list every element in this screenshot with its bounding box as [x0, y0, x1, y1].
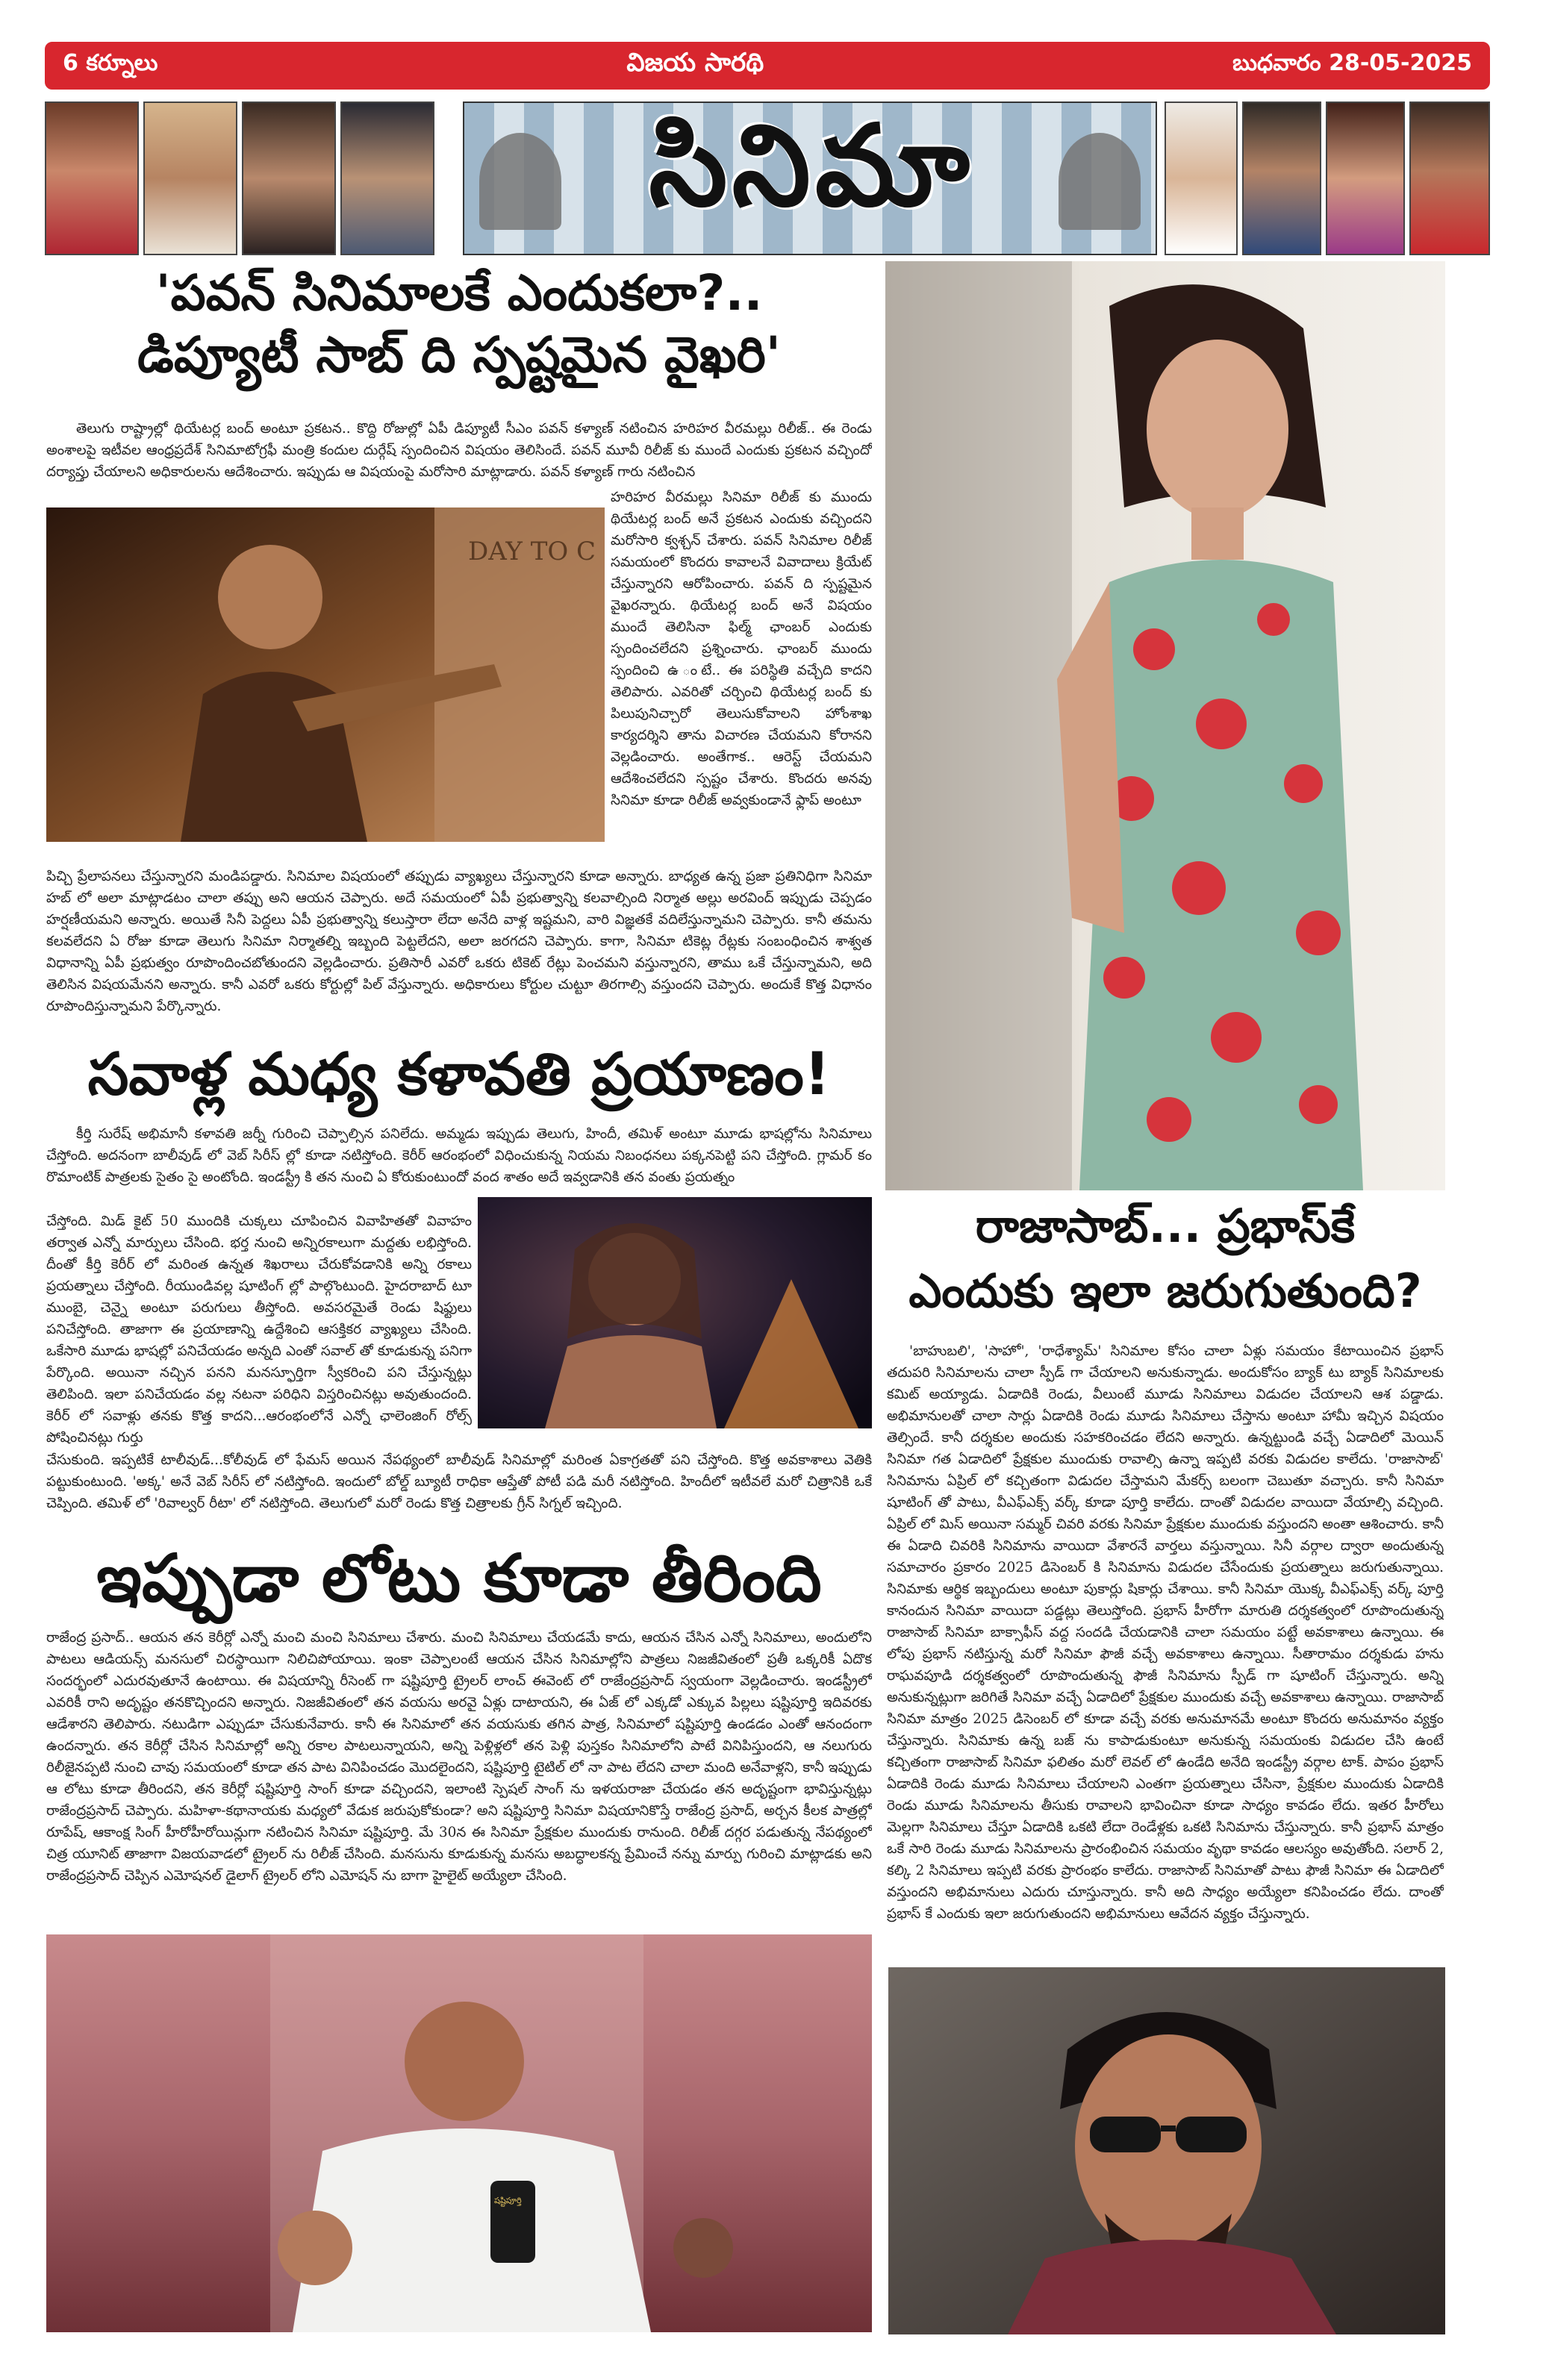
pawan-headline: [45, 263, 873, 386]
rajendra-photo-image: [46, 1934, 872, 2332]
paper-name: విజయ సారథి: [626, 48, 764, 78]
section-title: సినిమా: [649, 101, 974, 231]
prabhas-body: 'బాహుబలి', 'సాహో', 'రాధేశ్యామ్' సినిమాల కోసం చాలా ఏళ్లు సమయం కేటాయించిన ప్రభాస్ తదుపరి సినిమాలను చాలా స్పీడ్ గా చేయాలని అనుకున్నాడు. అందుకోసం బ్యాక్ టు బ్యాక్ సినిమాలకు కమిట్ అయ్యాడు. ఏడాదికి రెండు, వీలుంటే మూడు సినిమాలు విడుదల చేయాలని ఆశ పడ్డాడు. అభిమానులతో చాలా సార్లు ఏడాదికి రెండు మూడు సినిమాలు చేస్తాను అంటూ హామీ ఇచ్చిన విషయం తెల్సిందే. కానీ దర్శకుల అందుకు సహకరించడం లేదని అన్నారు. ఉన్నట్టుండి వచ్చే ఏడాదిలో మెయిన్ సినిమా గత ఏడాదిలో ప్రేక్షకుల ముందుకు రావాల్సి ఉన్నా ఇప్పటి వరకు విడుదల కాలేదు. 'రాజాసాబ్' సినిమాను ఏప్రిల్ లో కచ్చితంగా విడుదల చేస్తామని మేకర్స్ బలంగా చెబుతూ వచ్చారు. కానీ సినిమా షూటింగ్ తో పాటు, వీఎఫ్ఎక్స్ వర్క్ కూడా పూర్తి కాలేదు. దాంతో విడుదల వాయిదా వేయాల్సి వచ్చింది. ఏప్రిల్ లో మిస్ అయినా సమ్మర్ చివరి వరకు సినిమా ప్రేక్షకుల ముందుకు వస్తుందని అంతా ఆశించారు. కానీ ఈ ఏడాది చివరికి సినిమాను వాయిదా వేశారనే వార్తలు వస్తున్నాయి. సినీ వర్గాల ద్వారా అందుతున్న సమాచారం ప్రకారం 2025 డిసెంబర్ కి సినిమాను విడుదల చేసేందుకు ప్రయత్నాలు జరుగుతున్నాయి. సినిమాకు ఆర్థిక ఇబ్బందులు అంటూ పుకార్లు షికార్లు చేశాయి. కానీ సినిమా యొక్క వీఎఫ్ఎక్స్ వర్క్ పూర్తి కానందున సినిమా వాయిదా పడ్డట్లు తెలుస్తోంది. ప్రభాస్ హీరోగా మారుతి దర్శకత్వంలో రూపొందుతున్న రాజాసాబ్ సినిమా బాక్సాఫీస్ వద్ద సందడి చేయడానికి చాలా సమయం పట్టే అవకాశాలు ఉన్నాయి. ఈ లోపు ప్రభాస్ నటిస్తున్న మరో సినిమా ఫౌజీ వచ్చే అవకాశాలు ఉన్నాయి. సీతారామం దర్శకుడు హను రాఘవపూడి దర్శకత్వంలో రూపొందుతున్న ఫౌజీ సినిమాను స్పీడ్ గా షూటింగ్ చేస్తున్నారు. అన్ని అనుకున్నట్లుగా జరిగితే సినిమా వచ్చే ఏడాదిలో ప్రేక్షకుల ముందుకు వచ్చే అవకాశాలు ఉన్నాయి. రాజాసాబ్ సినిమా మాత్రం 2025 డిసెంబర్ లో కూడా వచ్చే వరకు అనుమానమే అంటూ కొందరు అనుమానం వ్యక్తం చేస్తున్నారు. సినిమాకు ఉన్న బజ్ ను కాపాడుకుంటూ అనుకున్న సమయంకు విడుదల చేసి ఉంటే కచ్చితంగా రాజాసాబ్ సినిమా ఫలితం మరో లెవల్ లో ఉండేది అనేది ఇండస్ట్రీ వర్గాల టాక్. పాపం ప్రభాస్ ఏడాదికి రెండు మూడు సినిమాలు చేయాలని ఎంతగా ప్రయత్నాలు చేసినా, ప్రేక్షకుల ముందుకు ఏడాదికి రెండు మూడు సినిమాలను తీసుకు రావాలని భావించినా కూడా సాధ్యం కావడం లేదు. ఇతర హీరోలు మెల్లగా సినిమాలు చేస్తూ ఏడాదికి ఒకటి లేదా రెండేళ్లకు ఒకటి సినిమాను చేస్తున్నారు. కానీ ప్రభాస్ మాత్రం ఒకే సారి రెండు మూడు సినిమాలను ప్రారంభించిన సమయం వృథా కావడం ఆలస్యం అవుతోంది. సలార్ 2, కల్కి 2 సినిమాలు ఇప్పటి వరకు ప్రారంభం కాలేదు. రాజాసాబ్ సినిమాతో పాటు ఫౌజీ సినిమా ఈ ఏడాదిలో వస్తుందని అభిమానులు ఎదురు చూస్తున్నారు. కానీ అది సాధ్యం అయ్యేలా కనిపించడం లేదు. దాంతో ప్రభాస్ కే ఎందుకు ఇలా జరుగుతుందని అభిమానులు ఆవేదన వ్యక్తం చేస్తున్నారు.: [887, 1343, 1444, 1922]
actor-thumb-4: [340, 101, 434, 255]
pawan-photo-image: [46, 507, 605, 842]
mic-label: షష్టిపూర్తి: [494, 2196, 522, 2205]
prabhas-headline-line1: రాజాసాబ్... ప్రభాస్‌కే: [975, 1199, 1356, 1253]
pawan-headline-line1: 'పవన్ సినిమాలకే ఎందుకలా?..: [155, 264, 763, 322]
trisha-photo-image: [885, 261, 1445, 1190]
page-label: 6 కర్నూలు: [63, 50, 158, 76]
pawan-body-side: హరిహర వీరమల్లు సినిమా రిలీజ్ కు ముందు థియేటర్ల బంద్ అనే ప్రకటన ఎందుకు వచ్చిందని మరోసారి క్వశ్చన్ చేశారు. పవన్ సినిమాల రిలీజ్ సమయంలో కొందరు కావాలనే వివాదాలు క్రియేట్ చేస్తున్నారని ఆరోపించారు. పవన్ ది స్పష్టమైన వైఖరన్నారు. థియేటర్ల బంద్ అనే విషయం ముందే తెలిసినా ఫిల్మ్ ఛాంబర్ ఎందుకు స్పందించలేదని ప్రశ్నించారు. ఛాంబర్ ముందు స్పందించి ఉ ంటే.. ఈ పరిస్థితి వచ్చేది కాదని తెలిపారు. ఎవరితో చర్చించి థియేటర్ల బంద్ కు పిలుపునిచ్చారో తెలుసుకోవాలని హోంశాఖ కార్యదర్శిని తాను విచారణ చేయమని కోరానని వెల్లడించారు. అంతేగాక.. ఆరెస్ట్ చేయమని ఆదేశించలేదని స్పష్టం చేశారు. కొందరు అనవు సినిమా కూడా రిలీజ్ అవ్వకుండానే ఫ్లాప్ అంటూ: [611, 490, 872, 808]
trisha-photo: [885, 261, 1445, 1190]
actress-thumb-1: [45, 101, 139, 255]
actor-thumb-8: [1409, 101, 1490, 255]
actor-thumb-6: [1242, 101, 1321, 255]
keerthy-body-bottom: చేసుకుంది. ఇప్పటికే టాలీవుడ్...కోలీవుడ్ లో ఫేమస్ అయిన నేపథ్యంలో బాలీవుడ్ సినిమాల్లో మరింత ఏకాగ్రతతో పని చేస్తోంది. కొత్త అవకాశాలు వెతికి పట్టుకుంటుంది. 'అక్క' అనే వెబ్ సిరీస్ లో నటిస్తోంది. ఇందులో బోల్డ్ బ్యూటీ రాధికా ఆప్తేతో పోటీ పడి మరీ నటిస్తోంది. హిందీలో ఇటీవలే మరో చిత్రానికి ఒకే చెప్పింది. తమిళ్ లో 'రివాల్వర్ రీటా' లో నటిస్తోంది. తెలుగులో మరో రెండు కొత్త చిత్రాలకు గ్రీన్ సిగ్నల్ ఇచ్చింది.: [46, 1452, 872, 1511]
poster-text: DAY TO C: [468, 537, 596, 566]
pawan-headline-line2: డిప్యూటీ సాబ్ ది స్పష్టమైన వైఖరి': [137, 325, 781, 384]
pawan-photo: [46, 507, 605, 842]
keerthy-body-side: చేస్తోంది. మిడ్ కైట్ 50 ముందికి చుక్కలు చూపించిన వివాహితతో వివాహం తర్వాత ఎన్నో మార్పులు చేసింది. భర్త నుంచి అన్నిరకాలుగా మద్దతు లభిస్తోంది. దీంతో కీర్తి కెరీర్ లో మరింత ఉన్నత శిఖరాలు చేరుకోవడానికి అన్ని రకాలు ప్రయత్నాలు చేస్తోంది. రీయుండివల్ల షూటింగ్ ల్లో పాల్గొంటుంది. హైదరాబాద్ టూ ముంబై, చెన్నై అంటూ పరుగులు తీస్తోంది. అవసరమైతే రెండు షిఫ్టులు పనిచేస్తోంది. తాజాగా ఈ ప్రయాణాన్ని ఉద్దేశించి ఆసక్తికర వ్యాఖ్యలు చేసింది. ఒకేసారి మూడు భాషల్లో పనిచేయడం అన్నది ఎంతో సవాల్ తో కూడుకున్న పనిగా పేర్కొంది. అయినా నచ్చిన పనని మనస్ఫూర్తిగా స్వీకరించి పని చేస్తున్నట్లు తెలిపింది. ఇలా పనిచేయడం వల్ల నటనా పరిధిని విస్తరించినట్లు అవుతుందంది. కెరీర్ లో సవాళ్లు తనకు కొత్త కాదని...ఆరంభంలోనే ఎన్నో ఛాలెంజింగ్ రోల్స్ పోషించినట్లు గుర్తు: [46, 1214, 472, 1446]
actress-thumb-7: [1326, 101, 1405, 255]
prabhas-photo: [888, 1967, 1445, 2334]
keerthy-headline: సవాళ్ల మధ్య కళావతి ప్రయాణం!: [87, 1041, 831, 1108]
keerthy-photo: [478, 1197, 872, 1428]
pawan-body-bottom: పిచ్చి ప్రేలాపనలు చేస్తున్నారని మండిపడ్డారు. సినిమాల విషయంలో తప్పుడు వ్యాఖ్యలు చేస్తున్నారని కూడా అన్నారు. బాధ్యత ఉన్న ప్రజా ప్రతినిధిగా సినిమా హబ్ లో అలా మాట్లాడటం చాలా తప్పు అని ఆయన చెప్పారు. అదే సమయంలో ఏపీ ప్రభుత్వాన్ని కలవాల్సింది నిర్మాత అల్లు అరవింద్ ఇప్పుడు చెప్పడం హర్షణీయమని అన్నారు. అయితే సినీ పెద్దలు ఏపీ ప్రభుత్వాన్ని కలుస్తారా లేదా అనేది వాళ్ల ఇష్టమని, వారి విజ్ఞతకే వదిలేస్తున్నామని చెప్పారు. కానీ తమను కలవలేదని ఏ రోజు కూడా తెలుగు సినిమా నిర్మాతల్ని ఇబ్బంది పెట్టలేదని, అలా జరగదని చెప్పారు. కాగా, సినిమా టికెట్ల రేట్లకు సంబంధించిన శాశ్వత విధానాన్ని ఏపీ ప్రభుత్వం రూపొందించబోతుందని వెల్లడించారు. ప్రతిసారీ ఎవరో ఒకరు టికెట్ రేట్లు పెంచమని వస్తున్నారని, తాము ఒకే చేస్తున్నామని, అది తెలిసిన విషయమేనని అన్నారు. కానీ ఎవరో ఒకరు కోర్టుల్లో పిల్ వేస్తున్నారు. అధికారులు కోర్టుల చుట్టూ తిరగాల్సి వస్తుందని చెప్పారు. అందుకే కొత్త విధానం రూపొందిస్తున్నామని పేర్కొన్నారు.: [46, 869, 872, 1014]
rajendra-headline: ఇప్పుడా లోటు కూడా తీరింది: [96, 1540, 822, 1617]
cinema-banner: [463, 101, 1157, 255]
prabhas-photo-image: [888, 1967, 1445, 2334]
cinema-masthead: [45, 101, 1490, 258]
header-bar: [45, 42, 1490, 90]
keerthy-body-top: కీర్తి సురేష్ అభిమానీ కళావతి జర్నీ గురించి చెప్పాల్సిన పనిలేదు. అమ్మడు ఇప్పుడు తెలుగు, హిందీ, తమిళ్ అంటూ మూడు భాషల్లోను సినిమాలు చేస్తోంది. అదనంగా బాలీవుడ్ లో వెబ్ సిరీస్ ల్లో కూడా నటిస్తోంది. కెరీర్ ఆరంభంలో విధించుకున్న నియమ నిబంధనలు పక్కనపెట్టి పని చేస్తోంది. గ్లామర్ కం రొమాంటిక్ పాత్రలకు సైతం సై అంటోంది. ఇండస్ట్రీ కి తన నుంచి ఏ కోరుకుంటుందో వంద శాతం అదే ఇవ్వడానికి తన వంతు ప్రయత్నం: [46, 1126, 872, 1185]
projector-right-icon: [1059, 133, 1141, 230]
rajendra-body: రాజేంద్ర ప్రసాద్.. ఆయన తన కెరీర్లో ఎన్నో మంచి మంచి సినిమాలు చేశారు. మంచి సినిమాలు చేయడమే కాదు, ఆయన చేసిన ఎన్నో సినిమాలు, అందులోని పాటలు ఆడియన్స్ మనసులో చిరస్థాయిగా నిలిచిపోయాయి. ఇంకా చెప్పాలంటే ఆయన చేసిన సినిమాల్లోని పాత్రలు నిజజీవితంలో ప్రతీ ఒక్కరికీ ఏదొక సందర్భంలో ఎదురవుతూనే ఉంటాయి. ఈ విషయాన్ని రీసెంట్ గా షష్టిపూర్తి ట్రైలర్ లాంచ్ ఈవెంట్ లో రాజేంద్రప్రసాద్ స్వయంగా వెల్లడించారు. ఇండస్ట్రీలో ఎవరికీ రాని అదృష్టం తనకొచ్చిందని అన్నారు. నిజజీవితంలో తన వయసు అరవై ఏళ్లు దాటాయని, ఈ ఏజ్ లో ఎక్కడో ఎక్కువ పిల్లలు షష్టిపూర్తి ఇదివరకు ఆడేశారని తెలిపారు. నటుడిగా ఎప్పుడూ చేసుకునేవారు. కానీ ఈ సినిమాలో తన వయసుకు తగిన పాత్ర, సినిమాలో షష్టిపూర్తి ఉండడం ఎంతో ఆనందంగా ఉందన్నారు. తన కెరీర్లో చేసిన సినిమాల్లో అన్ని రకాల పాటలున్నాయని, అన్ని పెళ్లిళ్లలో తన పెళ్లి పుస్తకం సినిమాలోని పాటే వినిపిస్తుందని, ఆ నలుగురు రిలీజైనప్పటి నుంచి చావు సమయంలో కూడా తన పాట వినిపించడం మొదలైందని, షష్టిపూర్తి టైటిల్ లో నా పాట లేదని చాలా మంది అనేవాళ్లని, కానీ ఇప్పుడు ఆ లోటు కూడా తీరిందని, తన కెరీర్లో షష్టిపూర్తి సాంగ్ కూడా వచ్చిందని, ఇలాంటి స్పెషల్ సాంగ్ ను ఇళయరాజా చేయడం తన అదృష్టంగా భావిస్తున్నట్లు రాజేంద్రప్రసాద్ చెప్పారు. మహిళా-కథానాయకు మధ్యలో వేడుక జరుపుకోకుండా? అని షష్టిపూర్తి సినిమా విషయానికొస్తే రాజేంద్ర ప్రసాద్, అర్చన కీలక పాత్రల్లో రూపేష్, ఆకాంక్ష సింగ్ హీరోహీరోయిన్లుగా నటించిన సినిమా షష్టిపూర్తి. మే 30న ఈ సినిమా ప్రేక్షకుల ముందుకు రానుంది. రిలీజ్ దగ్గర పడుతున్న నేపథ్యంలో చిత్ర యూనిట్ తాజాగా విజయవాడలో ట్రైలర్ ను రిలీజ్ చేసింది. మనసును కూడుకున్న మనసు అబద్ధాలకన్న ప్రేమించే నన్ను మార్పు గురించి మాట్లాడకు అని రాజేంద్రప్రసాద్ చెప్పిన ఎమోషనల్ డైలాగ్ ట్రైలర్ లోని ఎమోషన్ ను బాగా హైలైట్ అయ్యేలా చేసింది.: [46, 1630, 872, 1884]
prabhas-headline-line2: ఎందుకు ఇలా జరుగుతుంది?: [908, 1263, 1422, 1318]
actress-thumb-3: [242, 101, 336, 255]
keerthy-photo-image: [478, 1197, 872, 1428]
issue-date: బుధవారం 28-05-2025: [1232, 50, 1472, 76]
rajendra-photo: [46, 1934, 872, 2332]
actress-thumb-5: [1165, 101, 1238, 255]
actor-thumb-2: [143, 101, 237, 255]
pawan-body-top: తెలుగు రాష్ట్రాల్లో థియేటర్ల బంద్ అంటూ ప్రకటన.. కొద్ది రోజుల్లో ఏపీ డిప్యూటీ సీఎం పవన్ కళ్యాణ్ నటించిన హరిహర వీరమల్లు రిలీజ్.. ఈ రెండు అంశాలపై ఇటీవల ఆంధ్రప్రదేశ్ సినిమాటోగ్రఫీ మంత్రి కందుల దుర్గేష్ స్పందించిన విషయం తెలిసిందే. పవన్ మూవీ రిలీజ్ కు ముందే ఎందుకు ప్రకటన వచ్చిందో దర్యాప్తు చేయాలని అధికారులను ఆదేశించారు. ఇప్పుడు ఆ విషయంపై మరోసారి మాట్లాడారు. పవన్ కళ్యాణ్ గారు నటించిన: [46, 421, 872, 480]
prabhas-headline: [885, 1194, 1445, 1324]
projector-left-icon: [479, 133, 561, 230]
